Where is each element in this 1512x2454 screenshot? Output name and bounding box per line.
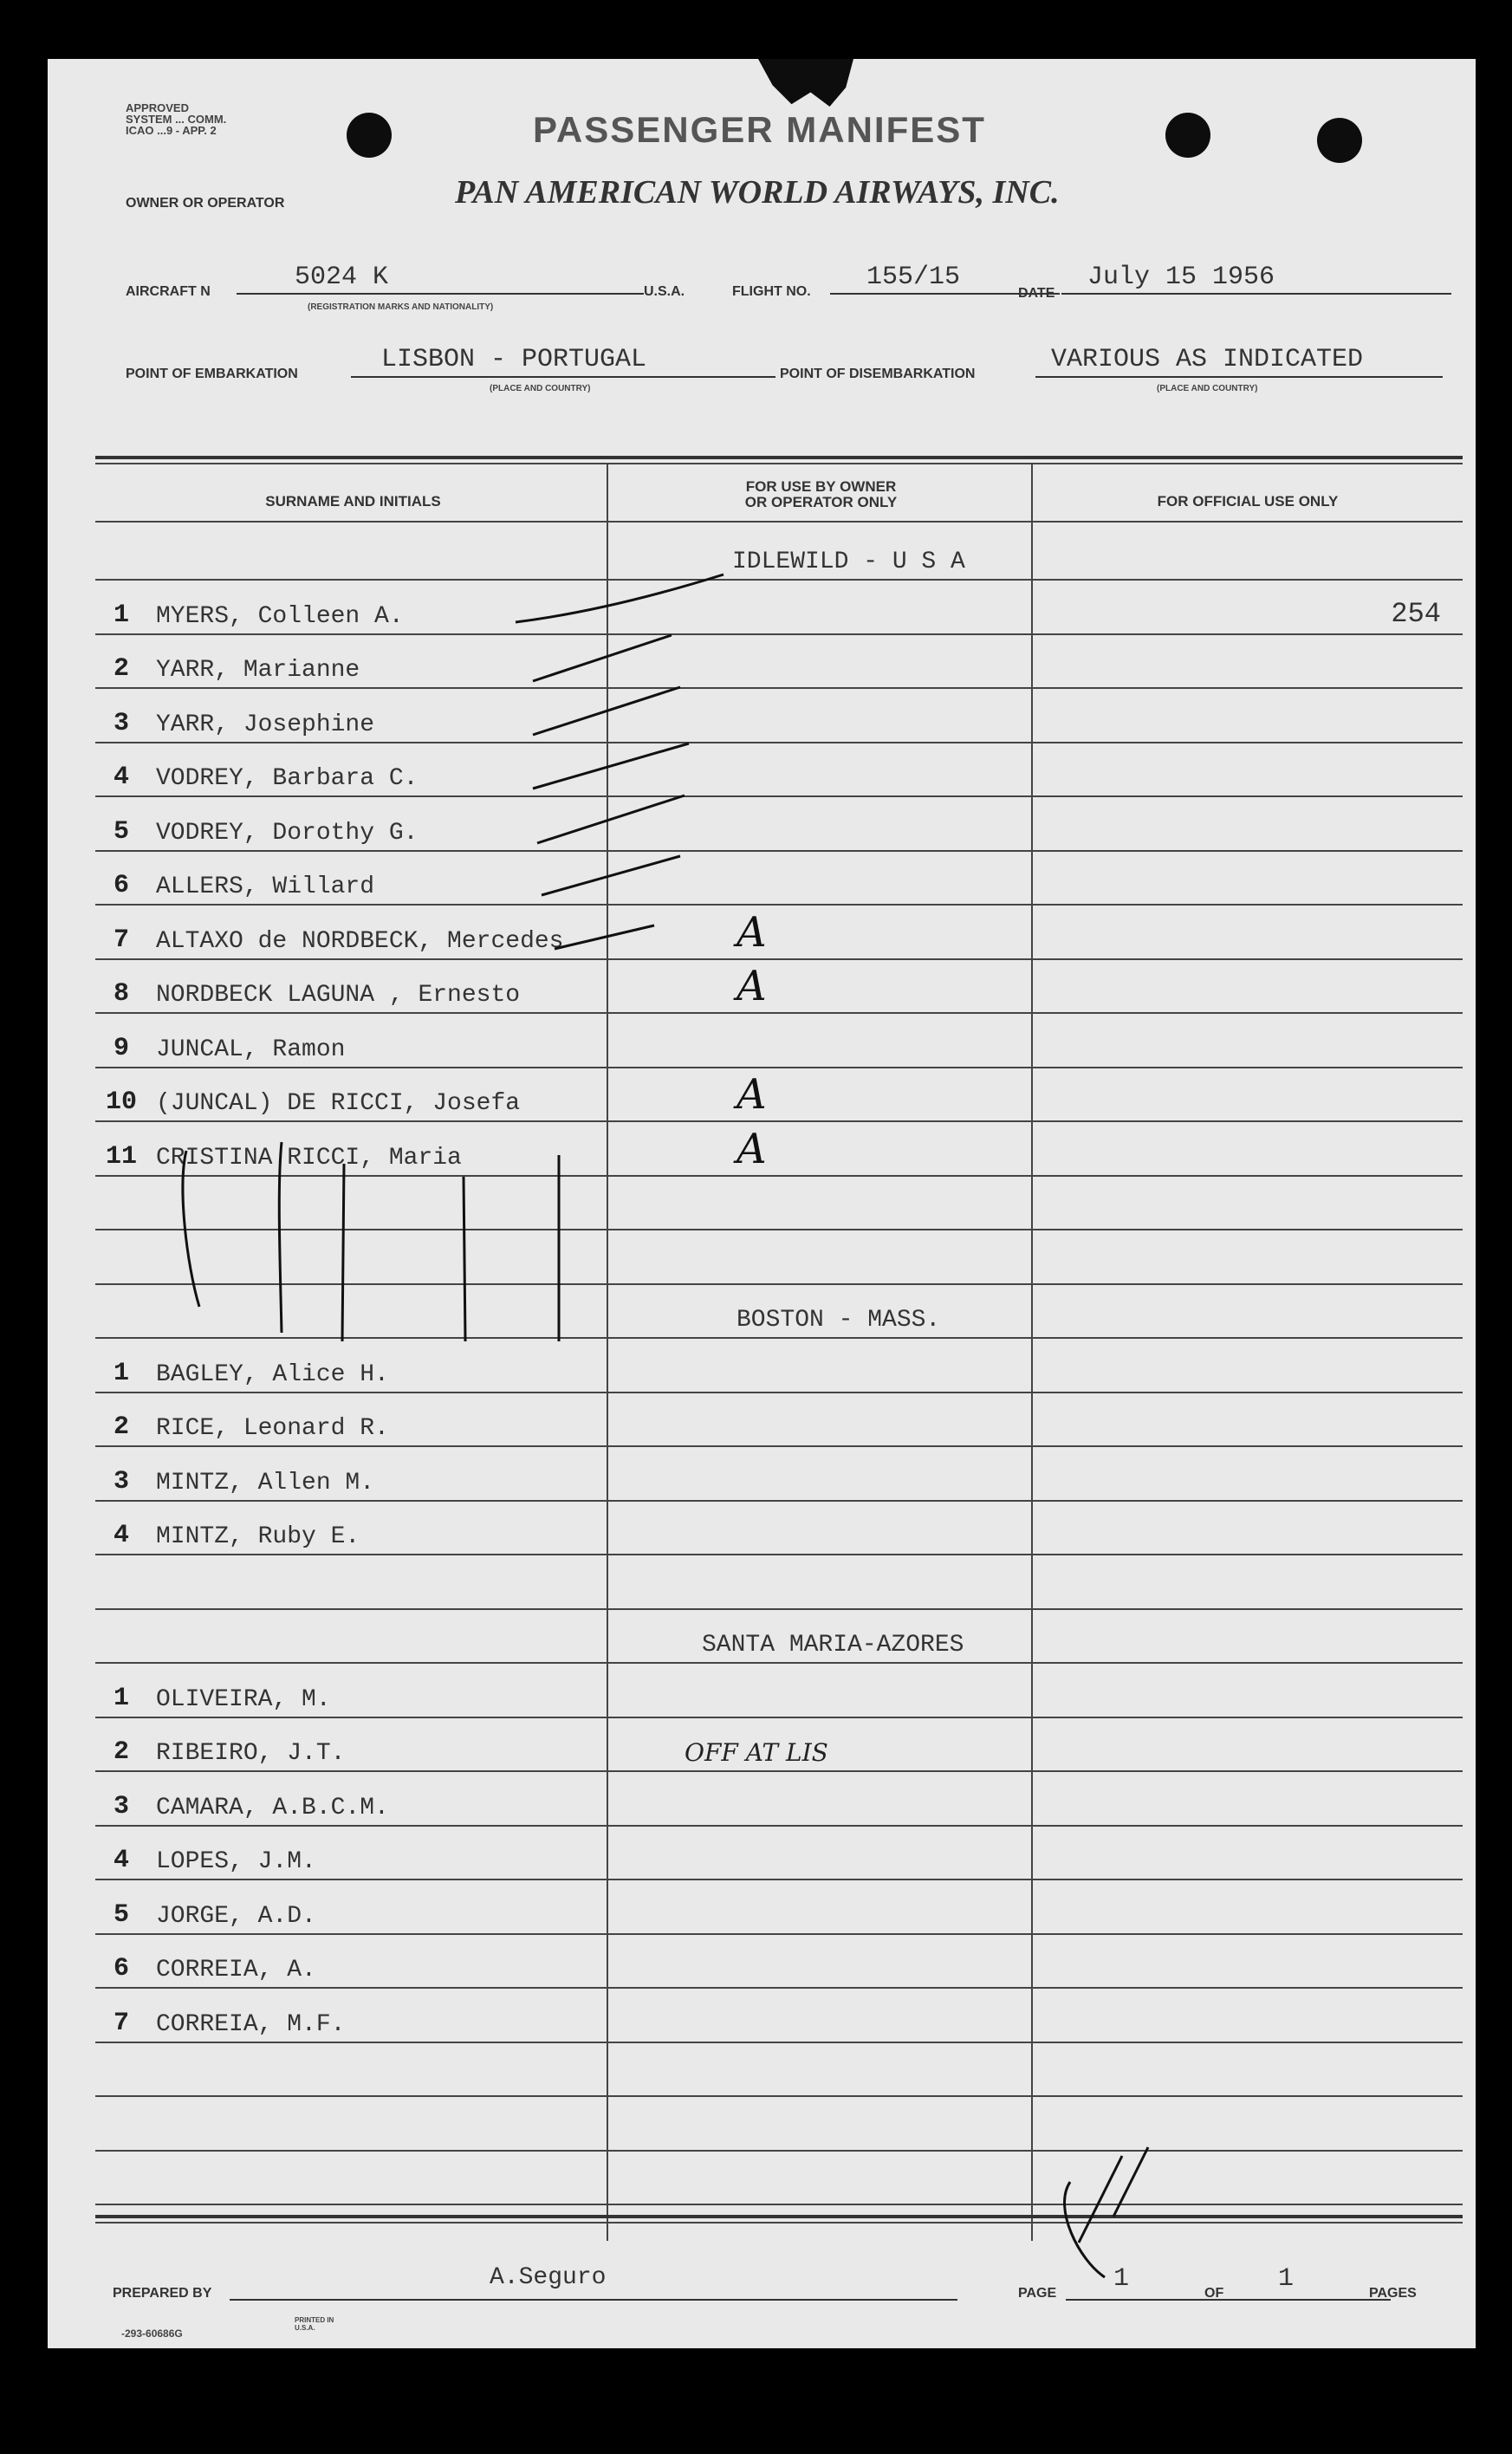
handwritten-mark: A: [737, 962, 767, 1010]
passenger-number: 4: [113, 1521, 129, 1550]
passenger-name: OLIVEIRA, M.: [156, 1685, 331, 1713]
owner-label: OWNER OR OPERATOR: [126, 196, 285, 211]
section-destination: SANTA MARIA-AZORES: [702, 1632, 964, 1659]
passenger-row: [95, 1665, 1463, 1718]
header-bottom-rule: [95, 521, 1463, 523]
passenger-name: CORREIA, M.F.: [156, 2010, 346, 2038]
date-underline: [1061, 293, 1451, 295]
passenger-row: [95, 690, 1463, 743]
passenger-row: [95, 1123, 1463, 1177]
disembark-underline: [1035, 376, 1443, 378]
passenger-row: [95, 1448, 1463, 1502]
aircraft-label: AIRCRAFT N: [126, 284, 211, 299]
blank-row: [95, 1556, 1463, 1610]
table-top-rule: [95, 456, 1463, 459]
aircraft-note: (REGISTRATION MARKS AND NATIONALITY): [308, 302, 494, 312]
blank-row: [95, 2043, 1463, 2097]
embark-value: LISBON - PORTUGAL: [381, 345, 647, 374]
col-official-use: FOR OFFICIAL USE ONLY: [1157, 493, 1339, 510]
passenger-name: ALTAXO de NORDBECK, Mercedes: [156, 927, 564, 955]
date-label: DATE: [1018, 286, 1055, 301]
passenger-row: [95, 1718, 1463, 1772]
blank-row: [95, 2152, 1463, 2205]
passenger-row: [95, 635, 1463, 689]
form-code: -293-60686G: [121, 2327, 183, 2340]
passenger-number: 2: [113, 654, 129, 684]
passenger-name: CRISTINA RICCI, Maria: [156, 1144, 462, 1172]
col-surname: SURNAME AND INITIALS: [265, 493, 441, 510]
passenger-number: 6: [113, 871, 129, 900]
section-destination: BOSTON - MASS.: [737, 1307, 941, 1334]
passenger-row: [95, 1773, 1463, 1827]
aircraft-value: 5024 K: [295, 263, 389, 292]
handwritten-mark: A: [737, 1070, 767, 1119]
page-label: PAGE: [1018, 2286, 1057, 2301]
table-bottom-rule: [95, 2215, 1463, 2218]
passenger-name: NORDBECK LAGUNA , Ernesto: [156, 982, 521, 1009]
passenger-row: [95, 1393, 1463, 1447]
passenger-name: (JUNCAL) DE RICCI, Josefa: [156, 1090, 521, 1117]
section-header-row: [95, 1610, 1463, 1664]
passenger-name: ALLERS, Willard: [156, 873, 375, 900]
official-number: 254: [1391, 597, 1441, 630]
disembark-label: POINT OF DISEMBARKATION: [780, 367, 976, 381]
blank-row: [95, 2098, 1463, 2152]
passenger-number: 11: [105, 1141, 137, 1172]
handwritten-mark: A: [737, 907, 767, 957]
passenger-number: 9: [113, 1033, 129, 1063]
approval-stamp: APPROVED SYSTEM ... COMM. ICAO ...9 - APP. 2: [126, 101, 227, 137]
passenger-name: RIBEIRO, J.T.: [156, 1740, 346, 1767]
passenger-row: [95, 960, 1463, 1014]
embark-note: (PLACE AND COUNTRY): [490, 384, 591, 393]
owner-note: OFF AT LIS: [685, 1738, 828, 1767]
of-label: OF: [1204, 2286, 1224, 2301]
blank-row: [95, 1231, 1463, 1285]
airline-name: PAN AMERICAN WORLD AIRWAYS, INC.: [455, 174, 1060, 211]
manifest-sheet: [48, 59, 1476, 2348]
embark-underline: [351, 376, 775, 378]
of-value: 1: [1278, 2264, 1295, 2294]
passenger-name: YARR, Josephine: [156, 711, 375, 738]
passenger-name: MINTZ, Allen M.: [156, 1469, 375, 1496]
section-header-row: [95, 527, 1463, 581]
passenger-number: 3: [113, 1791, 129, 1821]
passenger-name: MINTZ, Ruby E.: [156, 1523, 360, 1550]
passenger-name: LOPES, J.M.: [156, 1848, 316, 1875]
section-header-row: [95, 1285, 1463, 1339]
passenger-number: 7: [113, 925, 129, 955]
torn-edge: [758, 59, 853, 107]
passenger-number: 10: [105, 1087, 137, 1117]
passenger-row: [95, 798, 1463, 852]
passenger-name: CORREIA, A.: [156, 1957, 316, 1983]
passenger-name: YARR, Marianne: [156, 657, 360, 684]
passenger-row: [95, 1340, 1463, 1393]
punch-hole: [347, 113, 392, 158]
passenger-row: [95, 743, 1463, 797]
passenger-number: 7: [113, 2008, 129, 2038]
flight-label: FLIGHT NO.: [732, 284, 811, 299]
table-bottom-rule-2: [95, 2222, 1463, 2224]
passenger-row: [95, 1935, 1463, 1989]
passenger-row: [95, 1502, 1463, 1555]
aircraft-underline: [237, 293, 644, 295]
passenger-row: [95, 1015, 1463, 1068]
page-title: PASSENGER MANIFEST: [533, 109, 986, 150]
passenger-number: 8: [113, 979, 129, 1009]
punch-hole: [1317, 118, 1362, 163]
date-value: July 15 1956: [1087, 263, 1275, 292]
passenger-number: 6: [113, 1954, 129, 1983]
passenger-number: 2: [113, 1737, 129, 1767]
embark-label: POINT OF EMBARKATION: [126, 367, 298, 381]
passenger-name: VODREY, Dorothy G.: [156, 819, 419, 847]
page-underline: [1066, 2299, 1252, 2301]
passenger-row: [95, 1990, 1463, 2043]
page-value: 1: [1113, 2264, 1130, 2294]
prepared-label: PREPARED BY: [113, 2286, 212, 2301]
passenger-name: BAGLEY, Alice H.: [156, 1360, 389, 1388]
passenger-row: [95, 1881, 1463, 1935]
passenger-number: 1: [113, 1683, 129, 1713]
passenger-row: [95, 852, 1463, 906]
passenger-name: CAMARA, A.B.C.M.: [156, 1794, 389, 1821]
printed-note: PRINTED IN U.S.A.: [295, 2316, 334, 2332]
passenger-name: JUNCAL, Ramon: [156, 1035, 346, 1063]
punch-hole: [1165, 113, 1210, 158]
passenger-name: MYERS, Colleen A.: [156, 602, 404, 630]
passenger-number: 1: [113, 600, 129, 630]
pages-label: PAGES: [1369, 2286, 1417, 2301]
passenger-number: 3: [113, 708, 129, 738]
passenger-row: [95, 1827, 1463, 1880]
section-destination: IDLEWILD - U S A: [732, 549, 965, 575]
passenger-row: [95, 1068, 1463, 1122]
passenger-number: 5: [113, 816, 129, 847]
col-owner-use: FOR USE BY OWNER OR OPERATOR ONLY: [744, 478, 898, 510]
prepared-underline: [230, 2299, 957, 2301]
table-top-rule-2: [95, 463, 1463, 464]
passenger-number: 2: [113, 1412, 129, 1442]
passenger-number: 4: [113, 1846, 129, 1875]
passenger-number: 3: [113, 1466, 129, 1496]
blank-row: [95, 1177, 1463, 1230]
passenger-number: 1: [113, 1358, 129, 1388]
passenger-number: 5: [113, 1899, 129, 1930]
row-rule: [95, 2204, 1463, 2205]
passenger-name: VODREY, Barbara C.: [156, 765, 419, 792]
flight-value: 155/15: [866, 263, 961, 292]
passenger-number: 4: [113, 763, 129, 792]
usa-label: U.S.A.: [644, 284, 685, 299]
passenger-row: [95, 581, 1463, 635]
prepared-value: A.Seguro: [490, 2264, 607, 2291]
passenger-row: [95, 906, 1463, 960]
disembark-note: (PLACE AND COUNTRY): [1157, 384, 1258, 393]
disembark-value: VARIOUS AS INDICATED: [1051, 345, 1364, 374]
passenger-name: JORGE, A.D.: [156, 1902, 316, 1930]
passenger-name: RICE, Leonard R.: [156, 1415, 389, 1442]
handwritten-mark: A: [737, 1124, 767, 1173]
